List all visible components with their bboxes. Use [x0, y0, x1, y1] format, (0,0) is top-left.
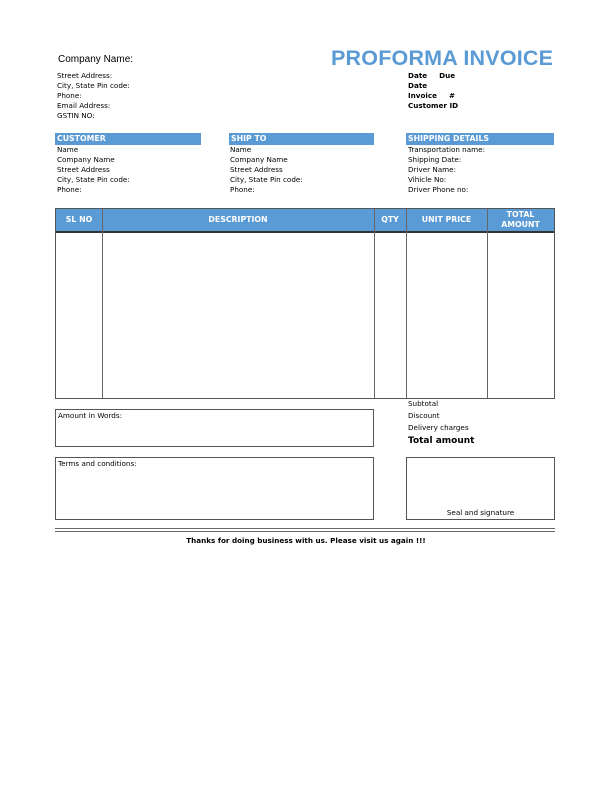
seller-phone: Phone:	[57, 91, 82, 100]
footer-divider	[55, 531, 555, 532]
subtotal-label: Subtotal	[408, 399, 439, 408]
discount-label: Discount	[408, 411, 440, 420]
shipping-details-heading: SHIPPING DETAILS	[406, 133, 554, 145]
ship-to-company: Company Name	[230, 155, 288, 164]
driver-phone: Driver Phone no:	[408, 185, 469, 194]
terms-label: Terms and conditions:	[58, 459, 137, 468]
seller-street-address: Street Address:	[57, 71, 113, 80]
col-total-amount-line1: TOTAL	[506, 210, 535, 219]
col-total-amount-line2: AMOUNT	[501, 220, 540, 229]
col-divider	[102, 209, 103, 398]
ship-to-phone: Phone:	[230, 185, 255, 194]
col-divider	[374, 209, 375, 398]
col-description: DESCRIPTION	[208, 215, 268, 224]
col-divider	[487, 209, 488, 398]
vehicle-no: Vihicle No:	[408, 175, 447, 184]
customer-fields	[57, 145, 130, 195]
items-table	[55, 208, 555, 399]
col-divider	[406, 209, 407, 398]
col-sl-no: SL NO	[65, 215, 93, 224]
col-unit-price: UNIT PRICE	[421, 215, 472, 224]
invoice-meta-block	[408, 71, 458, 111]
customer-street: Street Address	[57, 165, 110, 174]
ship-to-city: City, State Pin code:	[230, 175, 303, 184]
terms-box	[55, 457, 374, 520]
thanks-message: Thanks for doing business with us. Please visit us again !!!	[186, 536, 426, 545]
seller-email: Email Address:	[57, 101, 111, 110]
table-header	[56, 209, 554, 233]
invoice-label: Invoice	[408, 91, 438, 100]
due-label: Due	[439, 71, 456, 80]
delivery-charges-label: Delivery charges	[408, 423, 469, 432]
customer-name: Name	[57, 145, 79, 154]
customer-id-label: Customer ID	[408, 101, 459, 110]
customer-company: Company Name	[57, 155, 115, 164]
ship-to-fields	[230, 145, 303, 195]
customer-heading: CUSTOMER	[55, 133, 201, 145]
ship-to-name: Name	[230, 145, 252, 154]
ship-to-street: Street Address	[230, 165, 283, 174]
invoice-date-due-row	[408, 71, 458, 81]
seller-gstin: GSTIN NO:	[57, 111, 95, 120]
shipping-date: Shipping Date:	[408, 155, 462, 164]
driver-name: Driver Name:	[408, 165, 457, 174]
company-name-label: Company Name:	[58, 54, 134, 65]
seal-label: Seal and signature	[446, 508, 515, 517]
seller-city: City, State Pin code:	[57, 81, 130, 90]
customer-city: City, State Pin code:	[57, 175, 130, 184]
amount-in-words-box	[55, 409, 374, 447]
transportation-name: Transportation name:	[408, 145, 485, 154]
footer-divider	[55, 528, 555, 529]
col-qty: QTY	[381, 215, 399, 224]
page-title: PROFORMA INVOICE	[331, 46, 554, 70]
amount-in-words-label: Amount in Words:	[58, 411, 123, 420]
shipping-details-fields	[408, 145, 485, 195]
seal-box	[406, 457, 555, 520]
customer-phone: Phone:	[57, 185, 82, 194]
totals-block	[408, 398, 474, 448]
seller-address-block	[57, 71, 130, 121]
date-label: Date	[408, 71, 428, 80]
ship-to-heading: SHIP TO	[229, 133, 374, 145]
col-total-amount	[487, 209, 554, 231]
total-amount-label: Total amount	[408, 436, 475, 446]
invoice-hash: #	[449, 91, 456, 100]
date-label-2: Date	[408, 81, 428, 90]
invoice-number-row	[408, 91, 458, 101]
